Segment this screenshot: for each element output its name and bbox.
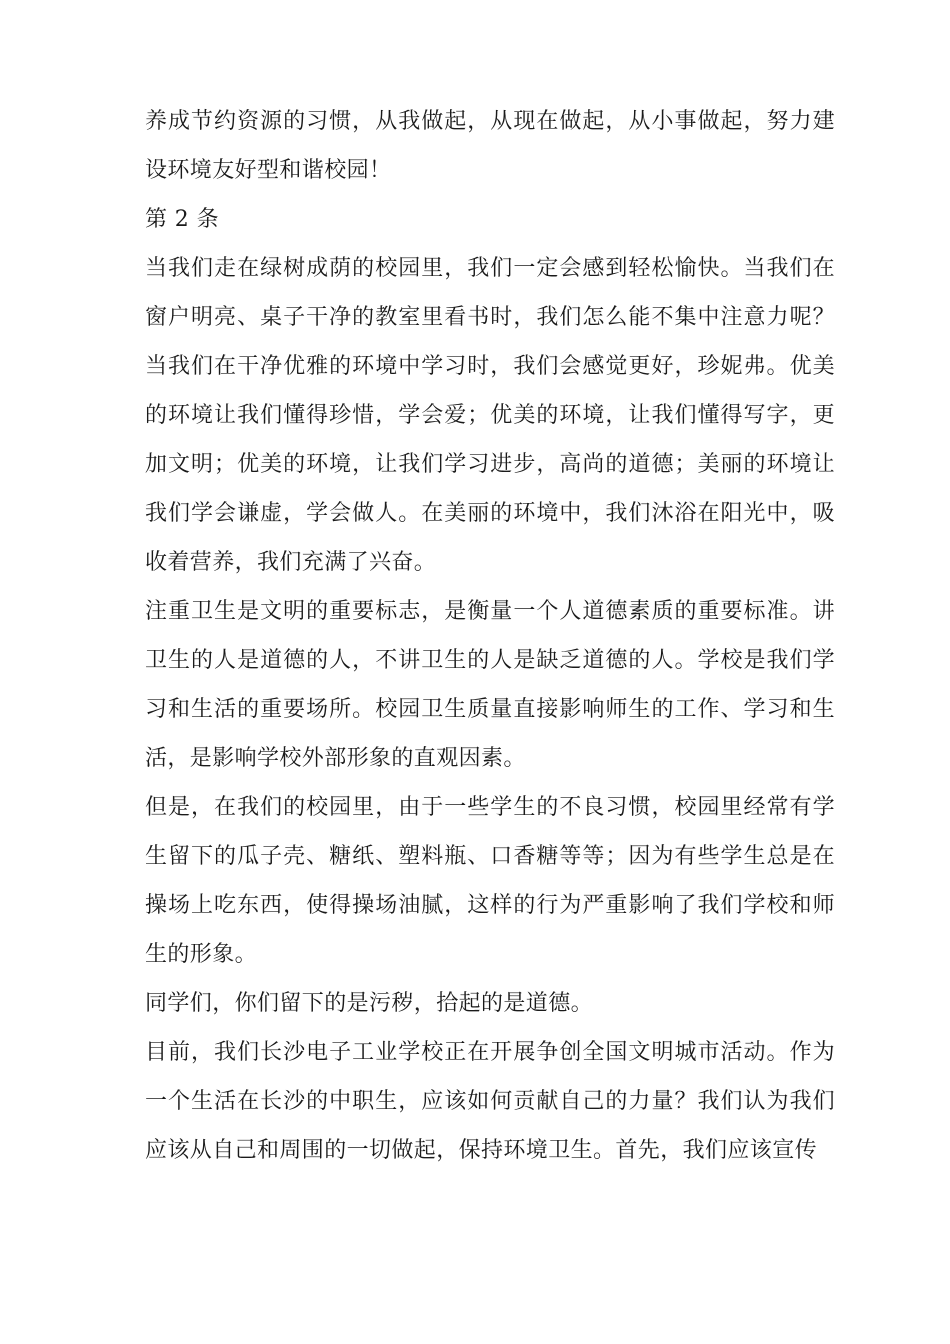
paragraph-hygiene-importance: 注重卫生是文明的重要标志，是衡量一个人道德素质的重要标准。讲卫生的人是道德的人，不讲卫生的人是缺乏道德的人。学校是我们学习和生活的重要场所。校园卫生质量直接影响师生的工作、学习和生活，是影响学校外部形象的直观因素。 (145, 599, 835, 771)
paragraph-beautiful-environment: 当我们走在绿树成荫的校园里，我们一定会感到轻松愉快。当我们在窗户明亮、桌子干净的教室里看书时，我们怎么能不集中注意力呢？当我们在干净优雅的环境中学习时，我们会感觉更好，珍妮弗。优美的环境让我们懂得珍惜，学会爱；优美的环境，让我们懂得写字，更加文明；优美的环境，让我们学习进步，高尚的道德；美丽的环境让我们学会谦虚，学会做人。在美丽的环境中，我们沐浴在阳光中，吸收着营养，我们充满了兴奋。 (145, 256, 835, 575)
paragraph-call-to-students: 同学们，你们留下的是污秽，拾起的是道德。 (145, 991, 594, 1016)
section-heading-article-2: 第 2 条 (145, 207, 219, 232)
paragraph-campus-problems: 但是，在我们的校园里，由于一些学生的不良习惯，校园里经常有学生留下的瓜子壳、糖纸、塑料瓶、口香糖等等；因为有些学生总是在操场上吃东西，使得操场油腻，这样的行为严重影响了我们学校和师生的形象。 (145, 795, 835, 967)
paragraph-conservation-habit: 养成节约资源的习惯，从我做起，从现在做起，从小事做起，努力建设环境友好型和谐校园！ (145, 109, 835, 183)
document-body (145, 97, 835, 1175)
paragraph-civilized-city-campaign: 目前，我们长沙电子工业学校正在开展争创全国文明城市活动。作为一个生活在长沙的中职生，应该如何贡献自己的力量？我们认为我们应该从自己和周围的一切做起，保持环境卫生。首先，我们应该宣传 (145, 1040, 835, 1163)
